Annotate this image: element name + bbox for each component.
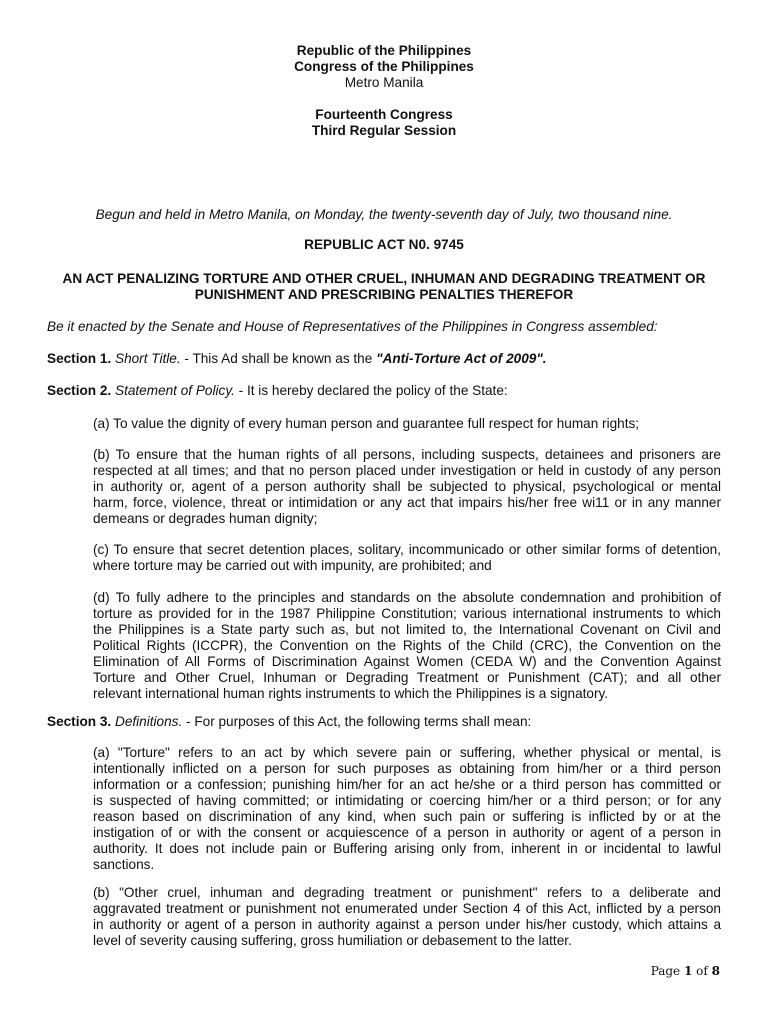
clause-line: intentionally inflicted on a person for such purposes as obtaining from him/her or a third person bbox=[93, 761, 721, 776]
header-session: Third Regular Session bbox=[311, 123, 457, 138]
clause-line: torture as provided for in the 1987 Philippine Constitution; various international instruments to which bbox=[93, 606, 721, 621]
clause-line: is suspected of having committed; or intimidating or coercing him/her or a third person; or for any bbox=[93, 793, 721, 808]
clause-line: sanctions. bbox=[93, 857, 155, 872]
clause-line: level of severity causing suffering, gross humiliation or debasement to the latter. bbox=[93, 933, 572, 948]
clause-line: (a) "Torture" refers to an act by which severe pain or suffering, whether physical or mental, is bbox=[93, 745, 721, 760]
clause-line: where torture may be carried out with impunity, are prohibited; and bbox=[93, 558, 492, 573]
act-title-line: PUNISHMENT AND PRESCRIBING PENALTIES THEREFOR bbox=[194, 287, 574, 302]
clause-line: relevant international human rights instruments to which the Philippines is a signatory. bbox=[93, 686, 609, 701]
clause-line: Torture and Other Cruel, Inhuman or Degrading Treatment or Punishment (CAT); and all other bbox=[93, 670, 721, 685]
section-2-heading: Statement of Policy. bbox=[115, 383, 235, 398]
section-1 bbox=[47, 351, 721, 367]
section-2-label: Section 2. bbox=[47, 383, 112, 398]
clause-line: authority. It does not include pain or Buffering arising only from, inherent in or incidental to lawful bbox=[93, 841, 721, 856]
page-current: 1 bbox=[683, 964, 693, 978]
section-3-heading: Definitions. bbox=[115, 714, 183, 729]
section-3-text: - For purposes of this Act, the following terms shall mean: bbox=[182, 714, 532, 729]
clause-line: aggravated treatment or punishment not enumerated under Section 4 of this Act, inflicted by a person bbox=[93, 901, 721, 916]
section-2-text: - It is hereby declared the policy of the State: bbox=[234, 383, 508, 398]
enacting-clause: Be it enacted by the Senate and House of Representatives of the Philippines in Congress assembled: bbox=[47, 319, 658, 334]
clause-line: Political Rights (ICCPR), the Convention on the Rights of the Child (CRC), the Convention on the bbox=[93, 638, 721, 653]
clause-line: (c) To ensure that secret detention places, solitary, incommunicado or other similar forms of detention, bbox=[93, 542, 721, 557]
section-3-clause-b bbox=[93, 885, 721, 949]
header-congress: Congress of the Philippines bbox=[294, 59, 474, 74]
act-number: REPUBLIC ACT N0. 9745 bbox=[304, 237, 464, 252]
begun-statement: Begun and held in Metro Manila, on Monday, the twenty-seventh day of July, two thousand nine. bbox=[95, 207, 673, 222]
clause-line: respected at all times; and that no person placed under investigation or held in custody of any person bbox=[93, 463, 721, 478]
section-2-clause-c bbox=[93, 542, 721, 574]
section-3-label: Section 3. bbox=[47, 714, 112, 729]
clause-line: reason based on discrimination of any kind, when such pain or suffering is inflicted by or at the bbox=[93, 809, 721, 824]
session-header bbox=[0, 107, 768, 139]
clause-line: Elimination of All Forms of Discrimination Against Women (CEDA W) and the Convention Against bbox=[93, 654, 721, 669]
section-2-clause-b bbox=[93, 447, 721, 527]
act-title bbox=[0, 271, 768, 303]
page-label: Page bbox=[650, 964, 684, 978]
section-2 bbox=[47, 383, 721, 399]
section-1-heading: Short Title. bbox=[115, 351, 181, 366]
clause-line: harm, force, violence, threat or intimidation or any act that impairs his/her free wi11 or in any manner bbox=[93, 495, 721, 510]
clause-line: (a) To value the dignity of every human person and guarantee full respect for human rights; bbox=[93, 416, 640, 431]
page-number bbox=[651, 963, 720, 979]
clause-line: (b) "Other cruel, inhuman and degrading treatment or punishment" refers to a deliberate and bbox=[93, 885, 721, 900]
header-republic: Republic of the Philippines bbox=[296, 43, 472, 58]
clause-line: in authority or, agent of a person authority shall be subjected to physical, psychological or mental bbox=[93, 479, 721, 494]
header-location: Metro Manila bbox=[344, 75, 424, 90]
clause-line: demeans or degrades human dignity; bbox=[93, 511, 318, 526]
header-congress-number: Fourteenth Congress bbox=[315, 107, 453, 122]
section-3 bbox=[47, 714, 721, 730]
section-1-text: - This Ad shall be known as the bbox=[180, 351, 377, 366]
clause-line: (b) To ensure that the human rights of all persons, including suspects, detainees and prisoners are bbox=[93, 447, 721, 462]
page-of-label: of bbox=[692, 964, 712, 978]
page-total: 8 bbox=[711, 964, 720, 978]
clause-line: the Philippines is a State party such as, but not limited to, the International Covenant on Civil and bbox=[93, 622, 721, 637]
clause-line: instigation of or with the consent or acquiescence of a person in authority or agent of a person in bbox=[93, 825, 721, 840]
section-1-label: Section 1. bbox=[47, 351, 112, 366]
section-2-clause-a bbox=[93, 416, 721, 432]
section-3-clause-a bbox=[93, 745, 721, 873]
section-2-clause-d bbox=[93, 590, 721, 702]
clause-line: (d) To fully adhere to the principles and standards on the absolute condemnation and prohibition of bbox=[93, 590, 721, 605]
act-title-line: AN ACT PENALIZING TORTURE AND OTHER CRUEL, INHUMAN AND DEGRADING TREATMENT OR bbox=[62, 271, 706, 286]
clause-line: information or a confession; punishing him/her for an act he/she or a third person has committed or bbox=[93, 777, 721, 792]
clause-line: in authority or agent of a person in authority against a person under his/her custody, which attains a bbox=[93, 917, 721, 932]
section-1-short-title: "Anti-Torture Act of 2009". bbox=[376, 351, 547, 366]
document-header bbox=[0, 43, 768, 91]
